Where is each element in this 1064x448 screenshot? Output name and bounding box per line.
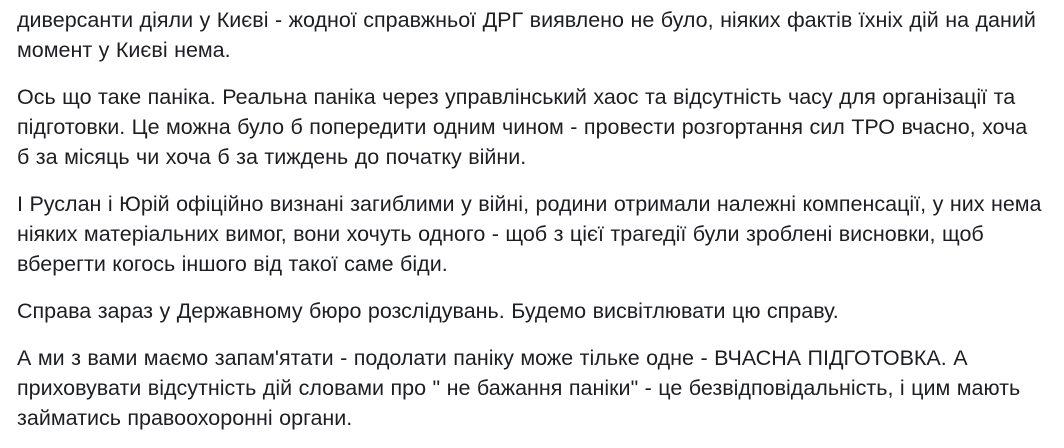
paragraph-1: диверсанти діяли у Києві - жодної справжньої ДРГ виявлено не було, ніяких фактів їхніх дій на даний момент у Києві нема. [17, 8, 1036, 62]
paragraph-2: Ось що таке паніка. Реальна паніка через управлінський хаос та відсутність часу для організації та підготовки. Це можна було б попередити одним чином - провести розгортання сил ТРО вчасно, хоча б за місяць чи хоча б за тиждень до початку війни. [17, 85, 1028, 169]
paragraph-3: І Руслан і Юрій офіційно визнані загиблими у війні, родини отримали належні компенсації, у них нема ніяких матеріальних вимог, вони хочуть одного - щоб з цієї трагедії були зроблені висновки, щоб вберегти когось іншого від такої саме біди. [17, 192, 1042, 276]
paragraph-5: А ми з вами маємо запам'ятати - подолати паніку може тільке одне - ВЧАСНА ПІДГОТОВКА. А приховувати відсутність дій словами про " не бажання паніки" - це безвідповідальність, і цим мають займатись правоохоронні органи. [17, 346, 1021, 430]
paragraph-4: Справа зараз у Державному бюро розслідувань. Будемо висвітлювати цю справу. [17, 299, 839, 323]
